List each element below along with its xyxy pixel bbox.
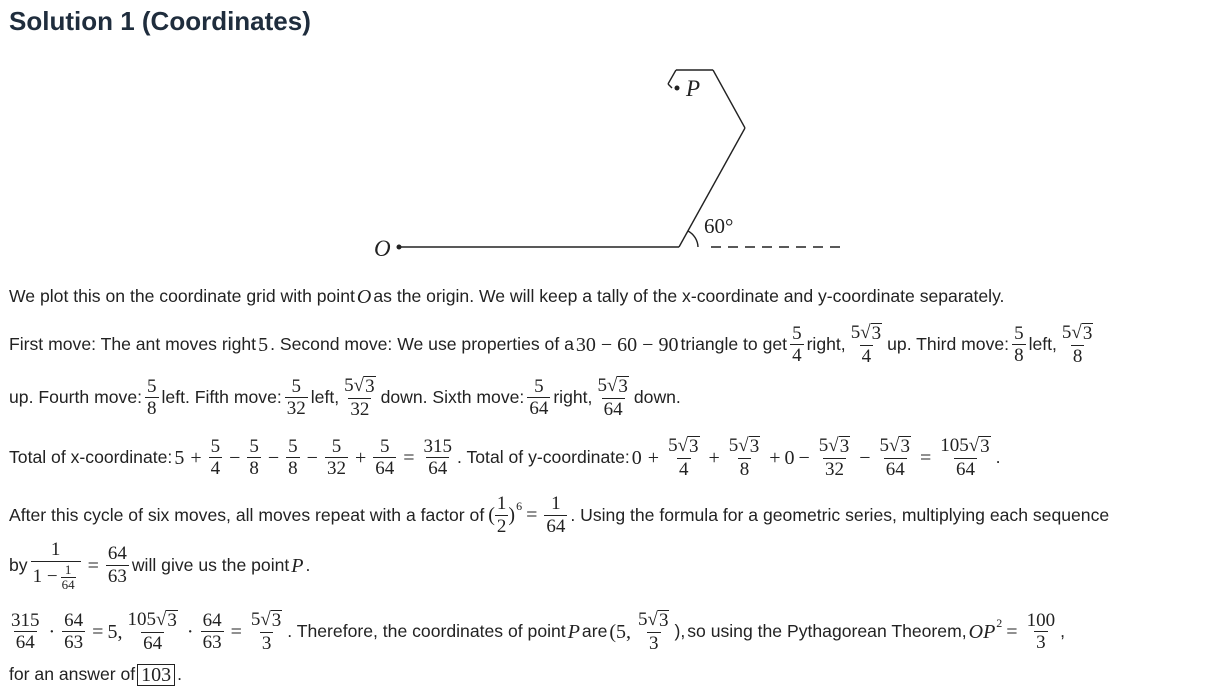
point-P-dot xyxy=(675,86,680,91)
text-line-7: $\frac{315}{64}$ · $\frac{64}{63}$ = 5, 105√ 3 64 · $\frac{64}{63}$ = 5√ 3 3 . Therefore, the coordinates of point P are (5, 5√ 3 3 ), so using the Pythagorean Theorem, OP 2 = $\frac{100}{3}$ , xyxy=(11,609,1065,654)
figure-ant-path xyxy=(0,0,1215,290)
answer-box: 103 xyxy=(137,664,175,686)
text-line-8: for an answer of 103 . xyxy=(9,664,183,686)
text-line-5: After this cycle of six moves, all moves repeat with a factor of ( $\frac{1}{2}$ ) 6 = $\frac{1}{64}$ . Using the formula for a geometric series, multiplying each sequence xyxy=(9,493,1110,537)
text-line-2: First move: The ant moves right 5 . Second move: We use properties of a 30 − 60 − 90 triangle to get $\frac{5}{4}$ right, 5√ 3 4 up. Third move: $\frac{5}{8}$ left, 5√ 3 8 xyxy=(9,322,1093,367)
path-segment-6 xyxy=(668,84,672,88)
page-title: Solution 1 (Coordinates) xyxy=(9,6,311,36)
text-line-4: Total of x-coordinate: 5 + $\frac{5}{4}$ − $\frac{5}{8}$ − $\frac{5}{8}$ − $\frac{5}{32}$ + $\frac{5}{64}$ = $\frac{315}{64}$ . Total of y-coordinate: 0 + 5√ 3 4 + 5√ 3 8 + 0 − 5√ 3 32 − 5√ 3 64 = 105√ 3 64 . xyxy=(9,435,1001,480)
label-P: P xyxy=(686,76,701,101)
angle-arc xyxy=(688,231,698,247)
path-segment-5 xyxy=(668,70,676,84)
label-O: O xyxy=(374,236,391,261)
text-line-1: We plot this on the coordinate grid with point O as the origin. We will keep a tally of the x-coordinate and y-coordinate separately. xyxy=(9,286,1005,308)
angle-label: 60° xyxy=(704,214,734,238)
text-line-3: up. Fourth move: $\frac{5}{8}$ left. Fifth move: $\frac{5}{32}$ left, 5√ 3 32 down. Sixth move: $\frac{5}{64}$ right, 5√ 3 64 down. xyxy=(9,375,681,420)
path-segment-3 xyxy=(713,70,745,128)
point-O-dot xyxy=(397,245,402,250)
text-line-6: by 1 1 − $\frac{1}{64}$ = $\frac{64}{63}$ will give us the point P . xyxy=(9,539,311,592)
